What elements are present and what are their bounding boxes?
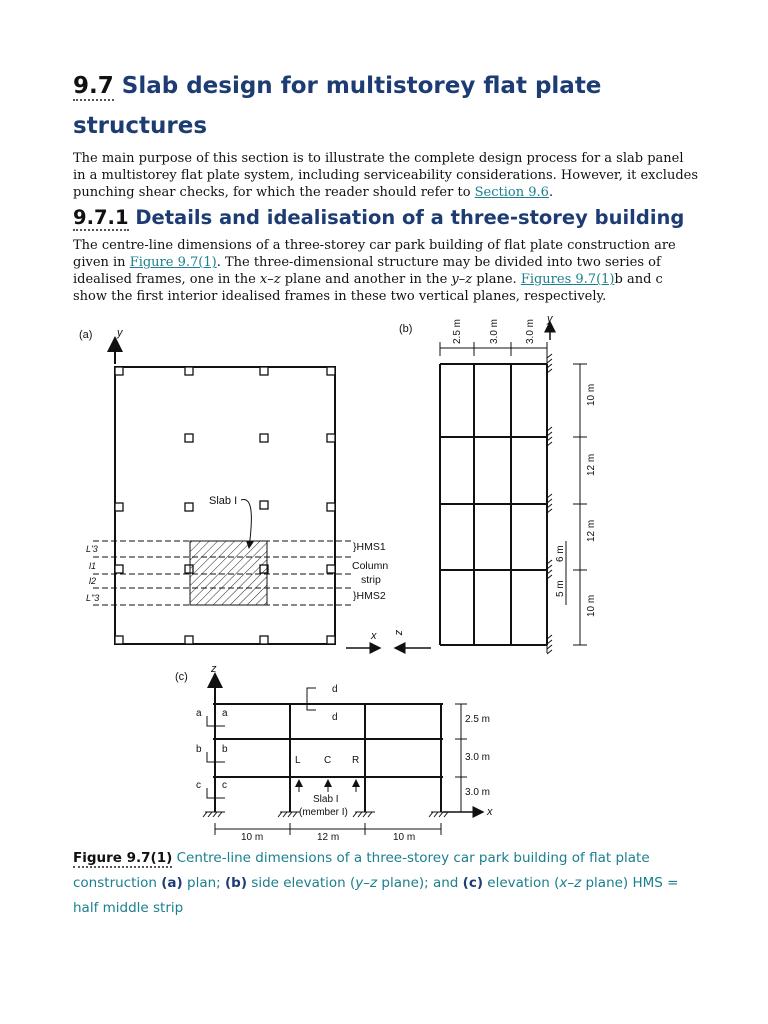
- dim-12m-a: 12 m: [586, 453, 597, 476]
- yz-term: y–z: [451, 272, 473, 287]
- xz-term: x–z: [259, 272, 281, 287]
- hms1-label: }HMS1: [353, 541, 386, 553]
- side-dimension-lines: [566, 364, 587, 645]
- figure-caption: [73, 846, 703, 921]
- subsection-number[interactable]: 9.7.1: [73, 206, 129, 229]
- l2-label: l2: [89, 576, 97, 586]
- figure-9-7-1: [73, 312, 608, 847]
- caption-text: plane) HMS = half middle strip: [73, 875, 679, 916]
- dim-10m-top: 10 m: [586, 383, 597, 406]
- panel-c-elevation: [175, 663, 493, 843]
- label-r: R: [352, 755, 360, 766]
- strip-labels: [352, 541, 388, 602]
- subsection-title: Details and idealisation of a three-storey building: [135, 206, 685, 229]
- l3-prime-label: L'3: [86, 544, 98, 554]
- height-2-5m: 2.5 m: [465, 714, 491, 725]
- section-labels: [196, 684, 338, 791]
- label-l: L: [295, 755, 301, 766]
- figure-link[interactable]: Figure 9.7(1): [129, 255, 217, 270]
- caption-text: side elevation (: [247, 875, 356, 891]
- c-slab-label: Slab I: [313, 794, 339, 805]
- member-label: (member I): [299, 807, 348, 818]
- caption-xz: x–z: [559, 875, 582, 891]
- z-axis-label: z: [393, 630, 405, 636]
- caption-text: plane); and: [377, 875, 463, 891]
- hms2-label: }HMS2: [353, 590, 386, 602]
- section-d-bottom: d: [332, 712, 338, 723]
- subsection-heading: [73, 201, 703, 235]
- dim-2-5m: 2.5 m: [452, 318, 463, 344]
- strip-label: strip: [361, 574, 381, 586]
- side-dimension-labels: [555, 384, 597, 617]
- dim-3-0m-b: 3.0 m: [525, 318, 536, 344]
- caption-c: (c): [462, 875, 484, 891]
- section-9-6-link[interactable]: Section 9.6: [474, 185, 549, 200]
- x-axis-label: x: [371, 630, 377, 642]
- section-b-right: b: [222, 744, 228, 755]
- dim-10m-bottom: 10 m: [586, 594, 597, 617]
- section-c-right: c: [222, 780, 227, 791]
- height-3-0m-b: 3.0 m: [465, 787, 491, 798]
- b-y-axis-label: y: [547, 313, 553, 325]
- caption-text: plan;: [182, 875, 225, 891]
- section-heading: [73, 66, 703, 146]
- c-x-axis-label: x: [487, 806, 493, 818]
- caption-a: (a): [161, 875, 183, 891]
- dim-5m: 5 m: [555, 580, 566, 597]
- caption-yz: y–z: [355, 875, 378, 891]
- section-d-top: d: [332, 684, 338, 695]
- side-frame: [440, 364, 547, 645]
- height-3-0m-a: 3.0 m: [465, 752, 491, 763]
- height-dimension-labels: [465, 714, 490, 798]
- caption-b: (b): [224, 875, 247, 891]
- panel-a-tag: (a): [79, 329, 93, 341]
- body-text: b and c show the first interior idealised frames in these two vertical planes, respectively.: [73, 272, 663, 304]
- section-title: Slab design for multistorey flat plate structures: [73, 73, 602, 139]
- body-text: The centre-line dimensions of a three-storey car park building of flat plate construction are given in: [73, 238, 676, 270]
- l1-label: l1: [89, 561, 97, 571]
- dim-12m-b: 12 m: [586, 519, 597, 542]
- slab-i-hatch: [190, 541, 267, 605]
- span-10m-left: 10 m: [241, 832, 264, 843]
- l3-double-prime-label: L"3: [86, 593, 100, 603]
- y-axis-label: y: [117, 327, 123, 339]
- intro-paragraph: [73, 150, 698, 201]
- figures-link[interactable]: Figures 9.7(1): [520, 272, 615, 287]
- section-a-right: a: [222, 708, 228, 719]
- span-dimension-labels: [241, 832, 415, 843]
- intro-text: The main purpose of this section is to illustrate the complete design process for a slab panel in a multistorey flat plate system, including serviceability considerations. However, it excludes punching shear checks, for which the reader should refer to: [73, 151, 699, 200]
- section-a-left: a: [196, 708, 202, 719]
- span-10m-right: 10 m: [393, 832, 416, 843]
- panel-a-plan: [79, 327, 431, 648]
- intro-text-end: .: [548, 185, 554, 200]
- section-number[interactable]: 9.7: [73, 73, 114, 99]
- panel-b-tag: (b): [399, 323, 413, 335]
- figure-drawing: [73, 312, 608, 847]
- panel-b-side-elevation: [399, 313, 597, 654]
- body-text: plane and another in the: [280, 272, 452, 287]
- section-c-left: c: [196, 780, 201, 791]
- section-b-left: b: [196, 744, 202, 755]
- label-c: C: [324, 755, 332, 766]
- top-dimension-labels: [452, 319, 536, 344]
- body-text: . The three-dimensional structure may be divided into two series of idealised frames, one in the: [73, 255, 661, 287]
- caption-label[interactable]: Figure 9.7(1): [73, 850, 173, 866]
- caption-text: Centre-line dimensions of a three-storey car park building of flat plate construction: [73, 850, 650, 891]
- dim-6m: 6 m: [555, 545, 566, 562]
- c-z-axis-label: z: [211, 663, 217, 675]
- slab-i-label: Slab I: [209, 495, 238, 507]
- dim-3-0m-a: 3.0 m: [489, 318, 500, 344]
- lcr-labels: [295, 755, 359, 766]
- body-text: plane.: [472, 272, 521, 287]
- column-label: Column: [352, 560, 389, 572]
- lcr-arrows: [299, 780, 356, 792]
- body-paragraph: [73, 237, 698, 305]
- panel-c-tag: (c): [175, 671, 188, 683]
- caption-text: elevation (: [483, 875, 560, 891]
- span-12m: 12 m: [317, 832, 340, 843]
